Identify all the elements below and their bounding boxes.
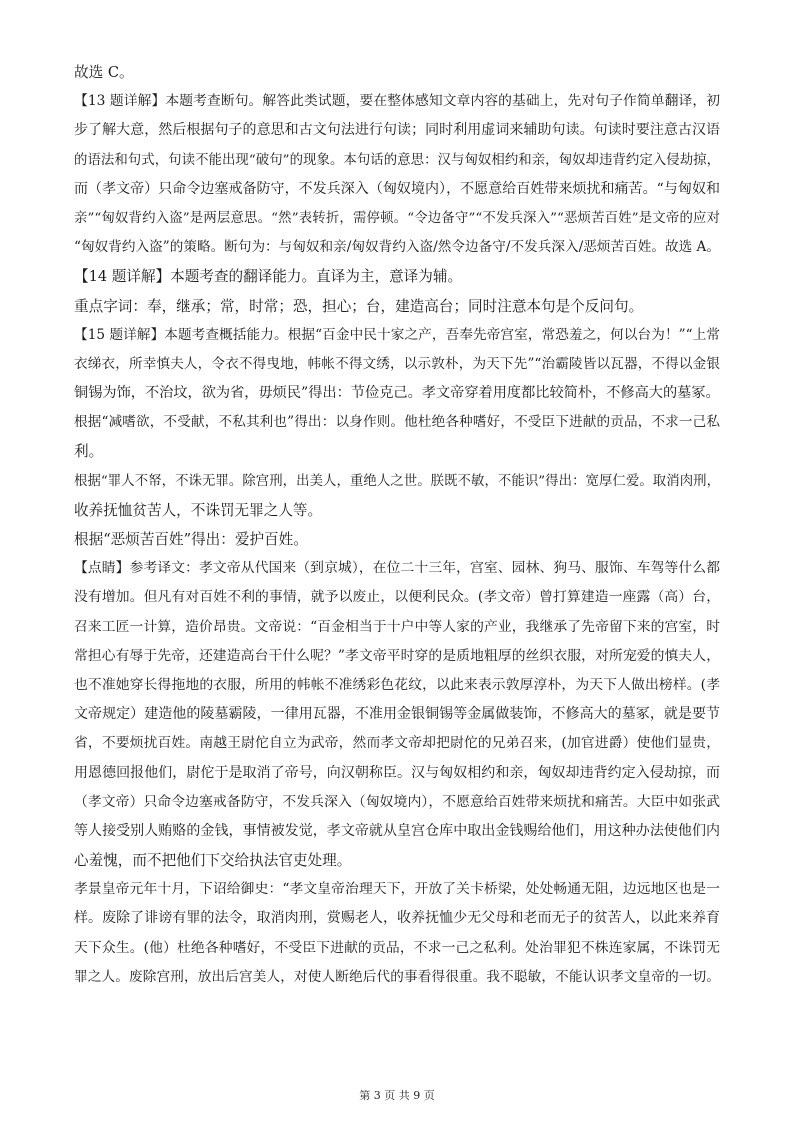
text-line: 心羞愧，而不把他们下交给执法官吏处理。	[74, 852, 352, 870]
text-line: 等人接受别人贿赂的金钱，事情被发觉，孝文帝就从皇宫仓库中取出金钱赐给他们，用这种办法使他们内	[74, 822, 720, 839]
text-line: 根据“恶烦苦百姓”得出：爱护百姓。	[74, 531, 308, 548]
text-line: 步了解大意，然后根据句子的意思和古文句法进行句读；同时利用虚词来辅助句读。句读时要注意古汉语	[74, 122, 720, 139]
text-line: 故选 C。	[74, 64, 134, 81]
text-line: 罪之人。废除宫刑，放出后宫美人，对使人断绝后代的事看得很重。我不聪敏，不能认识孝文皇帝的一切。	[74, 968, 720, 985]
text-line: 而（孝文帝）只命令边塞戒备防守，不发兵深入（匈奴境内），不愿意给百姓带来烦扰和痛苦。“与匈奴和	[74, 180, 720, 197]
text-line: 【13 题详解】本题考查断句。解答此类试题，要在整体感知文章内容的基础上，先对句子作简单翻译，初	[74, 93, 720, 110]
page-footer: 第 3 页 共 9 页	[359, 1089, 435, 1102]
text-line: 的语法和句式，句读不能出现“破句”的现象。本句话的意思：汉与匈奴相约和亲，匈奴却违背约定入侵劫掠，	[74, 152, 720, 168]
text-line: 【15 题详解】本题考查概括能力。根据“百金中民十家之产，吾奉先帝宫室，常恐羞之，何以台为！”“上常	[74, 326, 720, 343]
text-line: 根据“减嗜欲，不受献，不私其利也”得出：以身作则。他杜绝各种嗜好，不受臣下进献的贡品，不求一己私	[74, 414, 720, 431]
text-line: 铜锡为饰，不治坟，欲为省，毋烦民”得出：节俭克己。孝文帝穿着用度都比较简朴，不修高大的墓冢。	[74, 385, 720, 402]
text-line: 样。废除了诽谤有罪的法令，取消肉刑，赏赐老人，收养抚恤少无父母和老而无子的贫苦人，以此来养育	[74, 910, 720, 927]
text-line: （孝文帝）只命令边塞戒备防守，不发兵深入（匈奴境内），不愿意给百姓带来烦扰和痛苦。大臣中如张武	[74, 793, 720, 810]
document-body	[74, 58, 720, 992]
text-line: 根据“罪人不帑，不诛无罪。除宫刑，出美人，重绝人之世。朕既不敏，不能识”得出：宽厚仁爱。取消肉刑，	[74, 473, 720, 489]
text-line: 收养抚恤贫苦人，不诛罚无罪之人等。	[74, 501, 323, 519]
text-line: 召来工匠一计算，造价昂贵。文帝说：“百金相当于十户中等人家的产业，我继承了先帝留下来的宫室，时	[74, 618, 720, 635]
text-line: 孝景皇帝元年十月，下诏给御史：“孝文皇帝治理天下，开放了关卡桥梁，处处畅通无阻，边远地区也是一	[74, 881, 720, 898]
text-line: 用恩德回报他们，尉佗于是取消了帝号，向汉朝称臣。汉与匈奴相约和亲，匈奴却违背约定入侵劫掠，而	[74, 764, 720, 781]
text-line: 也不准她穿长得拖地的衣服，所用的帏帐不准绣彩色花纹，以此来表示敦厚淳朴，为天下人做出榜样。(孝	[74, 676, 720, 693]
text-line: 文帝规定）建造他的陵墓霸陵，一律用瓦器，不准用金银铜锡等金属做装饰，不修高大的墓冢，就是要节	[74, 706, 720, 723]
text-line: 没有增加。但凡有对百姓不利的事情，就予以废止，以便利民众。(孝文帝）曾打算建造一座露（高）台，	[74, 589, 720, 606]
text-line: 【点睛】参考译文：孝文帝从代国来（到京城），在位二十三年，宫室、园林、狗马、服饰、车驾等什么都	[74, 560, 720, 577]
text-line: 天下众生。(他）杜绝各种嗜好，不受臣下进献的贡品，不求一己之私利。处治罪犯不株连家属，不诛罚无	[74, 939, 720, 956]
text-line: 重点字词：奉，继承；常，时常；恐，担心；台，建造高台；同时注意本句是个反问句。	[74, 297, 644, 315]
text-line: 衣绨衣，所幸慎夫人，令衣不得曳地，帏帐不得文绣，以示敦朴，为天下先”“治霸陵皆以瓦器，不得以金银	[74, 355, 720, 372]
text-line: 省，不要烦扰百姓。南越王尉佗自立为武帝，然而孝文帝却把尉佗的兄弟召来，(加官进爵）使他们显贵，	[74, 735, 720, 752]
text-line: “匈奴背约入盗”的策略。断句为：与匈奴和亲/匈奴背约入盗/然令边备守/不发兵深入/恶烦苦百姓。故选 A。	[74, 239, 720, 256]
text-line: 常担心有辱于先帝，还建造高台干什么呢？”孝文帝平时穿的是质地粗厚的丝织衣服，对所宠爱的慎夫人，	[74, 647, 720, 664]
text-line: 亲”“匈奴背约入盗”是两层意思。“然”表转折，需停顿。“令边备守”“不发兵深入”“恶烦苦百姓”是文帝的应对	[74, 210, 720, 226]
text-line: 【14 题详解】本题考查的翻译能力。直译为主，意译为辅。	[74, 268, 463, 286]
text-line: 利。	[74, 443, 104, 461]
